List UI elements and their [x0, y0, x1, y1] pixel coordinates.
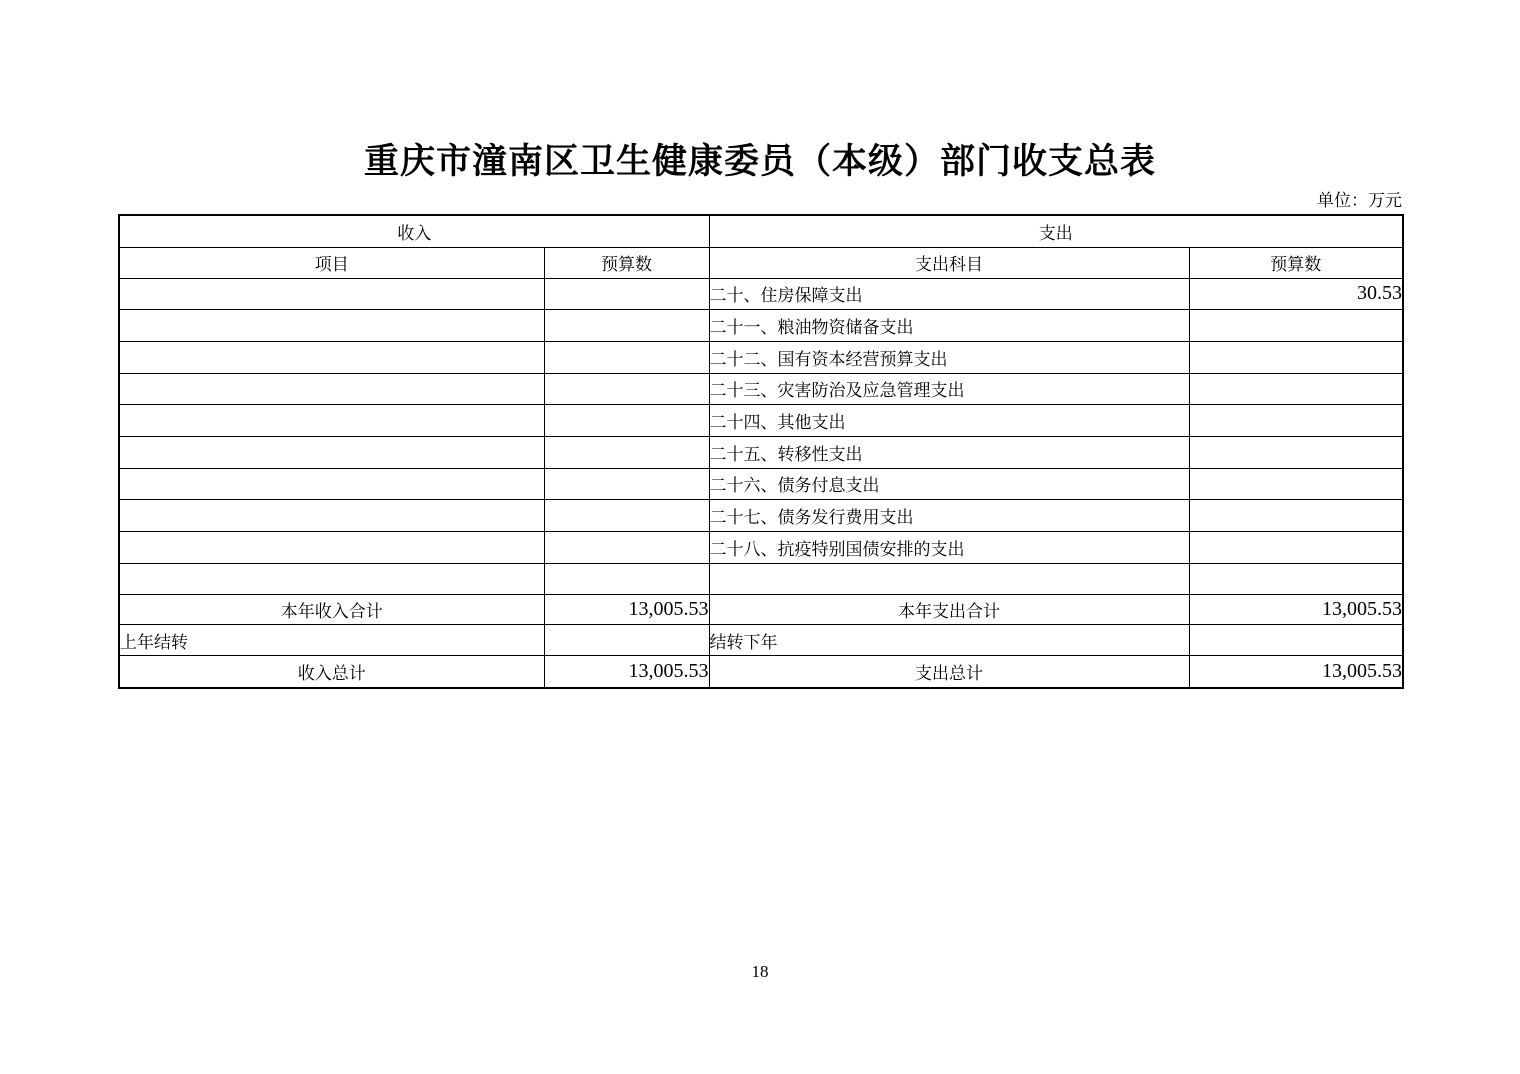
expense-item-header: 支出科目 [709, 247, 1189, 278]
expense-item-cell: 二十四、其他支出 [709, 405, 1189, 437]
income-value-cell [544, 278, 709, 310]
income-value-cell [544, 563, 709, 595]
expense-value-cell [1189, 563, 1403, 595]
page-title: 重庆市潼南区卫生健康委员（本级）部门收支总表 [363, 142, 1156, 181]
expense-value-cell [1189, 436, 1403, 468]
carryover-next-value [1189, 625, 1403, 656]
table-row [119, 373, 1403, 405]
table-row [119, 468, 1403, 500]
expense-value-cell [1189, 500, 1403, 532]
income-value-cell [544, 468, 709, 500]
income-grand-total-label: 收入总计 [119, 656, 544, 688]
expense-total-label: 本年支出合计 [709, 595, 1189, 625]
expense-value-cell [1189, 310, 1403, 342]
income-total-label: 本年收入合计 [119, 595, 544, 625]
expense-item-cell: 二十五、转移性支出 [709, 436, 1189, 468]
page-number: 18 [751, 962, 769, 981]
expense-budget-header: 预算数 [1189, 247, 1403, 278]
income-group-header: 收入 [119, 215, 709, 247]
table-row [119, 278, 1403, 310]
expense-value-cell [1189, 341, 1403, 373]
carryover-prev-label: 上年结转 [119, 625, 544, 656]
income-item-header: 项目 [119, 247, 544, 278]
income-value-cell [544, 341, 709, 373]
table-row [119, 405, 1403, 437]
expense-item-cell: 二十八、抗疫特别国债安排的支出 [709, 532, 1189, 564]
income-value-cell [544, 500, 709, 532]
expense-grand-total-label: 支出总计 [709, 656, 1189, 688]
table-header-group-row [119, 215, 1403, 247]
income-item-cell [119, 310, 544, 342]
income-value-cell [544, 373, 709, 405]
grand-total-row [119, 656, 1403, 688]
income-item-cell [119, 468, 544, 500]
income-value-cell [544, 532, 709, 564]
unit-note: 单位：万元 [1317, 191, 1402, 210]
table-row [119, 563, 1403, 595]
budget-summary-table [118, 214, 1404, 689]
table-header-columns-row [119, 247, 1403, 278]
table-row [119, 500, 1403, 532]
income-item-cell [119, 278, 544, 310]
expense-item-cell: 二十七、债务发行费用支出 [709, 500, 1189, 532]
expense-item-cell: 二十六、债务付息支出 [709, 468, 1189, 500]
income-item-cell [119, 436, 544, 468]
expense-value-cell [1189, 405, 1403, 437]
income-item-cell [119, 373, 544, 405]
expense-value-cell [1189, 532, 1403, 564]
expense-item-cell [709, 563, 1189, 595]
income-item-cell [119, 563, 544, 595]
annual-total-row [119, 595, 1403, 625]
income-item-cell [119, 341, 544, 373]
expense-total-value: 13,005.53 [1189, 595, 1403, 625]
income-value-cell [544, 310, 709, 342]
expense-item-cell: 二十一、粮油物资储备支出 [709, 310, 1189, 342]
table-row [119, 532, 1403, 564]
expense-item-cell: 二十三、灾害防治及应急管理支出 [709, 373, 1189, 405]
table-row [119, 436, 1403, 468]
income-grand-total-value: 13,005.53 [544, 656, 709, 688]
income-total-value: 13,005.53 [544, 595, 709, 625]
carryover-row [119, 625, 1403, 656]
income-value-cell [544, 405, 709, 437]
expense-value-cell: 30.53 [1189, 278, 1403, 310]
expense-value-cell [1189, 373, 1403, 405]
expense-value-cell [1189, 468, 1403, 500]
expense-group-header: 支出 [709, 215, 1403, 247]
expense-item-cell: 二十、住房保障支出 [709, 278, 1189, 310]
income-item-cell [119, 532, 544, 564]
income-item-cell [119, 405, 544, 437]
carryover-next-label: 结转下年 [709, 625, 1189, 656]
table-row [119, 310, 1403, 342]
income-value-cell [544, 436, 709, 468]
expense-grand-total-value: 13,005.53 [1189, 656, 1403, 688]
expense-item-cell: 二十二、国有资本经营预算支出 [709, 341, 1189, 373]
carryover-prev-value [544, 625, 709, 656]
income-budget-header: 预算数 [544, 247, 709, 278]
table-row [119, 341, 1403, 373]
income-item-cell [119, 500, 544, 532]
